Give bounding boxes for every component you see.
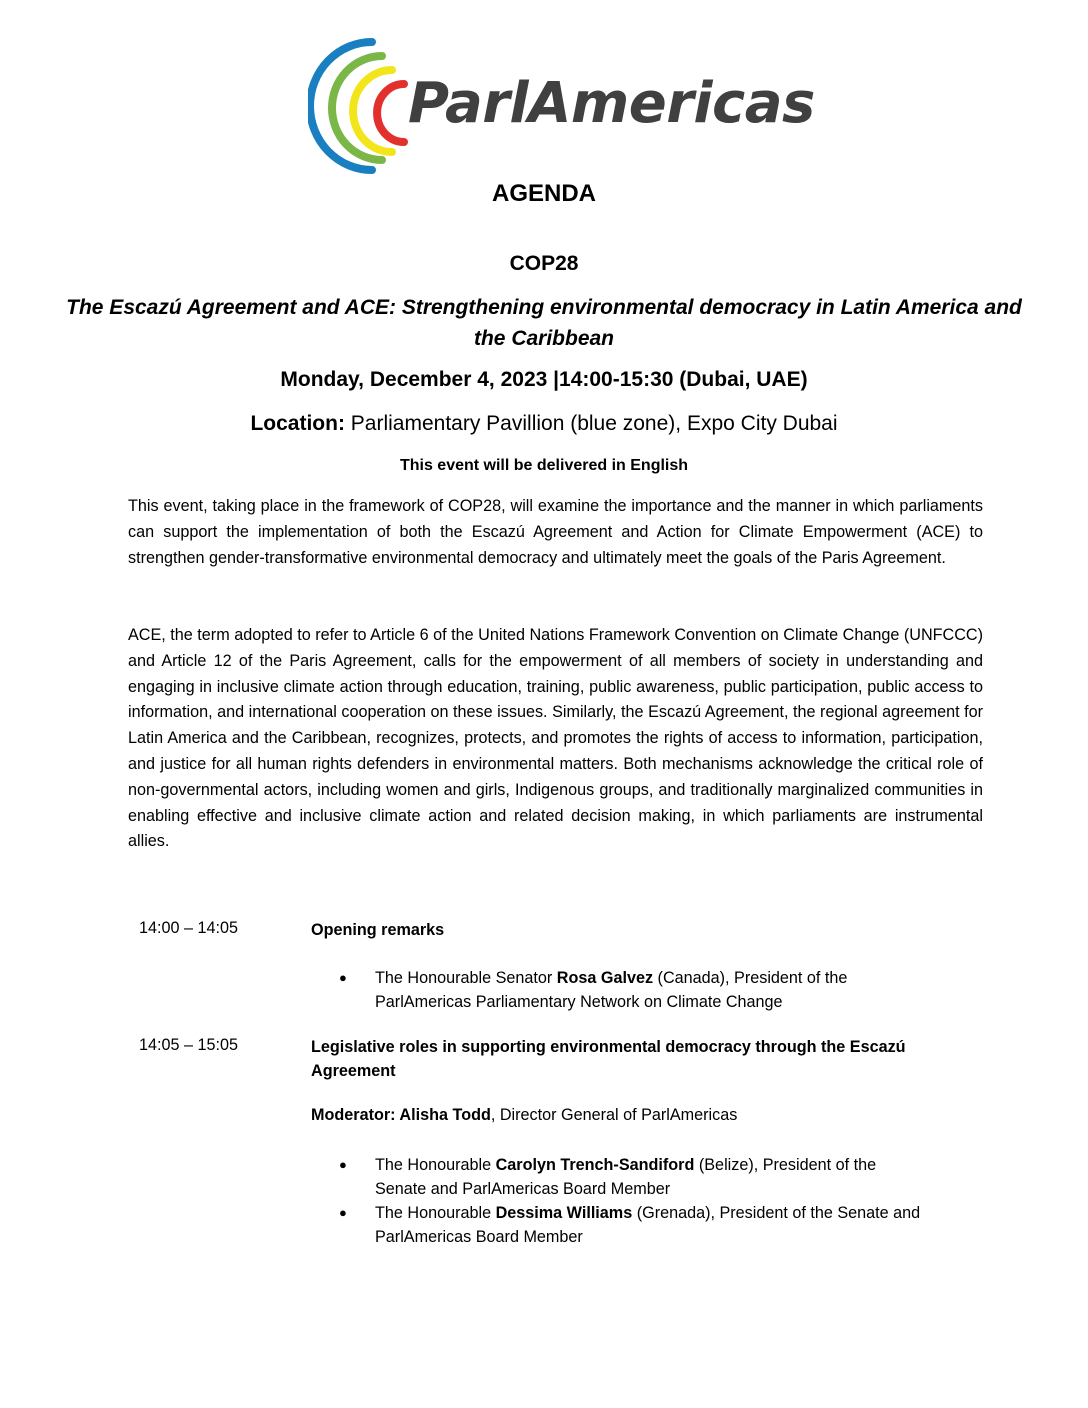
moderator-label: Moderator: Alisha Todd bbox=[311, 1106, 491, 1124]
logo-text: ParlAmericas bbox=[408, 71, 815, 136]
logo-arcs-icon bbox=[308, 34, 418, 179]
intro-paragraph-1: This event, taking place in the framework of COP28, will examine the importance and the manner in which parliaments can support the implementation of both the Escazú Agreement and Action for Climate Empowerment (ACE) to strengthen gender-transformative environmental democracy and ultimately meet the goals of the Paris Agreement. bbox=[128, 497, 983, 567]
session-2-speakers bbox=[311, 1153, 931, 1249]
event-date: Monday, December 4, 2023 |14:00-15:30 (Dubai, UAE) bbox=[280, 368, 808, 391]
session-1-title: Opening remarks bbox=[311, 921, 445, 939]
cop-heading: COP28 bbox=[509, 252, 579, 275]
speaker-item: ● The Honourable Senator Rosa Galvez (Canada), President of the ParlAmericas Parliamentary Network on Climate Change bbox=[311, 966, 931, 1014]
parlamericas-logo bbox=[308, 34, 815, 179]
session-2-title: Legislative roles in supporting environmental democracy through the Escazú Agreement bbox=[311, 1038, 906, 1080]
event-location bbox=[0, 412, 1088, 436]
session-1-speakers bbox=[311, 966, 931, 1014]
moderator-role: , Director General of ParlAmericas bbox=[490, 1106, 738, 1124]
intro-paragraph-2: ACE, the term adopted to refer to Article 6 of the United Nations Framework Convention on Climate Change (UNFCCC) and Article 12 of the Paris Agreement, calls for the empowerment of all members of society in understanding and engaging in inclusive climate action through education, training, public awareness, public participation, public access to information, and international cooperation on these issues. Similarly, the Escazú Agreement, the regional agreement for Latin America and the Caribbean, recognizes, protects, and promotes the rights of access to information, participation, and justice for all human rights defenders in environmental matters. Both mechanisms acknowledge the critical role of non-governmental actors, including women and girls, Indigenous groups, and traditionally marginalized communities in enabling effective and inclusive climate action and related decision making, in which parliaments are instrumental allies. bbox=[128, 626, 983, 851]
event-title: The Escazú Agreement and ACE: Strengthening environmental democracy in Latin America and the Caribbean bbox=[66, 296, 1022, 350]
speaker-name: Carolyn Trench-Sandiford bbox=[495, 1156, 695, 1174]
speaker-item: ● The Honourable Dessima Williams (Grenada), President of the Senate and ParlAmericas Board Member bbox=[311, 1201, 931, 1249]
session-2-time: 14:05 – 15:05 bbox=[139, 1036, 239, 1054]
location-value: Parliamentary Pavillion (blue zone), Expo City Dubai bbox=[350, 412, 838, 435]
agenda-heading: AGENDA bbox=[491, 180, 596, 207]
speaker-name: Rosa Galvez bbox=[556, 969, 654, 987]
language-note: This event will be delivered in English bbox=[399, 457, 689, 474]
session-2-moderator bbox=[311, 1106, 737, 1125]
speaker-item: ● The Honourable Carolyn Trench-Sandiford (Belize), President of the Senate and ParlAmericas Board Member bbox=[311, 1153, 931, 1201]
speaker-name: Dessima Williams bbox=[495, 1204, 633, 1222]
session-1-time: 14:00 – 14:05 bbox=[139, 919, 239, 937]
location-label: Location: bbox=[250, 412, 345, 435]
